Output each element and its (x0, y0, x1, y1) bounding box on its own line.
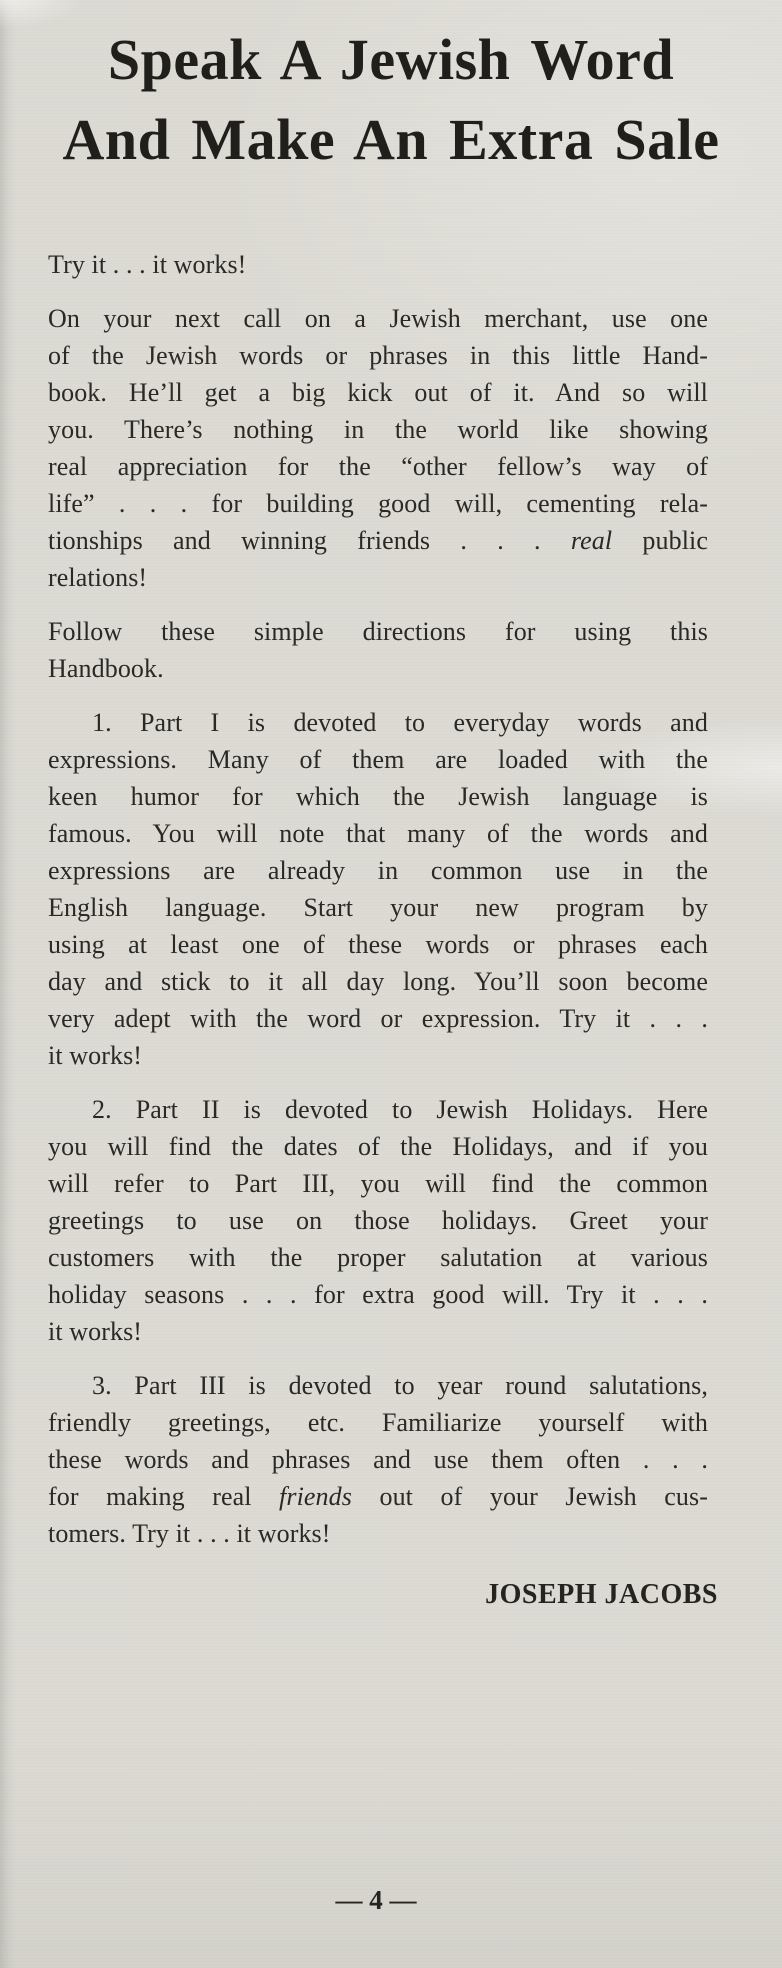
text-segment: Handbook. (48, 654, 164, 683)
text-segment: of the Jewish words or phrases in this little Hand- (48, 341, 708, 370)
text-segment: famous. You will note that many of the words and (48, 819, 708, 848)
text-segment: keen humor for which the Jewish language is (48, 782, 708, 811)
text-line (48, 1239, 708, 1276)
text-segment: tomers. Try it . . . it works! (48, 1519, 331, 1548)
text-line (48, 1478, 708, 1515)
text-line (48, 1091, 708, 1128)
text-line (48, 704, 708, 741)
text-segment: very adept with the word or expression. Try it . . . (48, 1004, 708, 1033)
text-line (48, 1515, 708, 1552)
text-segment: 2. Part II is devoted to Jewish Holidays. Here (92, 1095, 708, 1124)
text-line (48, 522, 708, 559)
page-title (0, 20, 782, 180)
text-line (48, 485, 708, 522)
text-segment: expressions are already in common use in the (48, 856, 708, 885)
paragraph (48, 613, 708, 687)
text-segment: friendly greetings, etc. Familiarize yourself with (48, 1408, 708, 1437)
text-line (48, 374, 708, 411)
text-line (48, 650, 708, 687)
text-line (48, 1313, 708, 1350)
text-line (48, 1202, 708, 1239)
text-line (48, 741, 708, 778)
paragraph (48, 246, 708, 283)
page-number: — 4 — (335, 1885, 417, 1915)
text-segment: Try it . . . it works! (48, 250, 247, 279)
paragraph (48, 1091, 708, 1350)
text-segment: public (612, 526, 708, 555)
text-line (48, 411, 708, 448)
text-segment: On your next call on a Jewish merchant, use one (48, 304, 708, 333)
text-line (48, 337, 708, 374)
italic-word: friends (279, 1482, 352, 1511)
text-segment: relations! (48, 563, 148, 592)
text-segment: greetings to use on those holidays. Greet your (48, 1206, 708, 1235)
text-line (48, 1441, 708, 1478)
text-line (48, 778, 708, 815)
text-segment: day and stick to it all day long. You’ll soon become (48, 967, 708, 996)
body-paragraphs (0, 246, 782, 1552)
text-segment: Follow these simple directions for using this (48, 617, 708, 646)
text-line (48, 852, 708, 889)
paragraph (48, 1367, 708, 1552)
text-line (48, 300, 708, 337)
text-line (48, 448, 708, 485)
text-segment: expressions. Many of them are loaded with the (48, 745, 708, 774)
text-segment: English language. Start your new program by (48, 893, 708, 922)
text-segment: it works! (48, 1317, 143, 1346)
text-segment: real appreciation for the “other fellow’s way of (48, 452, 708, 481)
author-signature: JOSEPH JACOBS (485, 1579, 718, 1610)
text-line (48, 559, 708, 596)
text-segment: holiday seasons . . . for extra good will. Try it . . . (48, 1280, 708, 1309)
text-segment: you will find the dates of the Holidays, and if you (48, 1132, 708, 1161)
text-line (48, 1276, 708, 1313)
paragraph (48, 300, 708, 596)
text-line (48, 1367, 708, 1404)
text-line (48, 889, 708, 926)
text-segment: it works! (48, 1041, 143, 1070)
text-line (48, 815, 708, 852)
text-segment: using at least one of these words or phrases each (48, 930, 708, 959)
text-segment: 3. Part III is devoted to year round salutations, (92, 1371, 708, 1400)
text-segment: tionships and winning friends . . . (48, 526, 571, 555)
italic-word: real (570, 526, 613, 555)
text-line (48, 1404, 708, 1441)
text-segment: customers with the proper salutation at various (48, 1243, 708, 1272)
text-segment: you. There’s nothing in the world like showing (48, 415, 708, 444)
page-title-line-2: And Make An Extra Sale (62, 107, 720, 172)
text-line (48, 963, 708, 1000)
text-segment: these words and phrases and use them often . . . (48, 1445, 708, 1474)
text-line (48, 1000, 708, 1037)
page-title-line-1: Speak A Jewish Word (107, 27, 675, 92)
text-segment: will refer to Part III, you will find the common (48, 1169, 708, 1198)
text-segment: out of your Jewish cus- (351, 1482, 708, 1511)
text-line (48, 926, 708, 963)
text-segment: book. He’ll get a big kick out of it. And so will (48, 378, 708, 407)
text-line (48, 613, 708, 650)
text-line (48, 1037, 708, 1074)
text-line (48, 1165, 708, 1202)
paragraph (48, 704, 708, 1074)
text-line (48, 246, 708, 283)
text-segment: for making real (48, 1482, 280, 1511)
text-segment: life” . . . for building good will, cementing rela- (48, 489, 708, 518)
text-segment: 1. Part I is devoted to everyday words and (92, 708, 708, 737)
text-line (48, 1128, 708, 1165)
